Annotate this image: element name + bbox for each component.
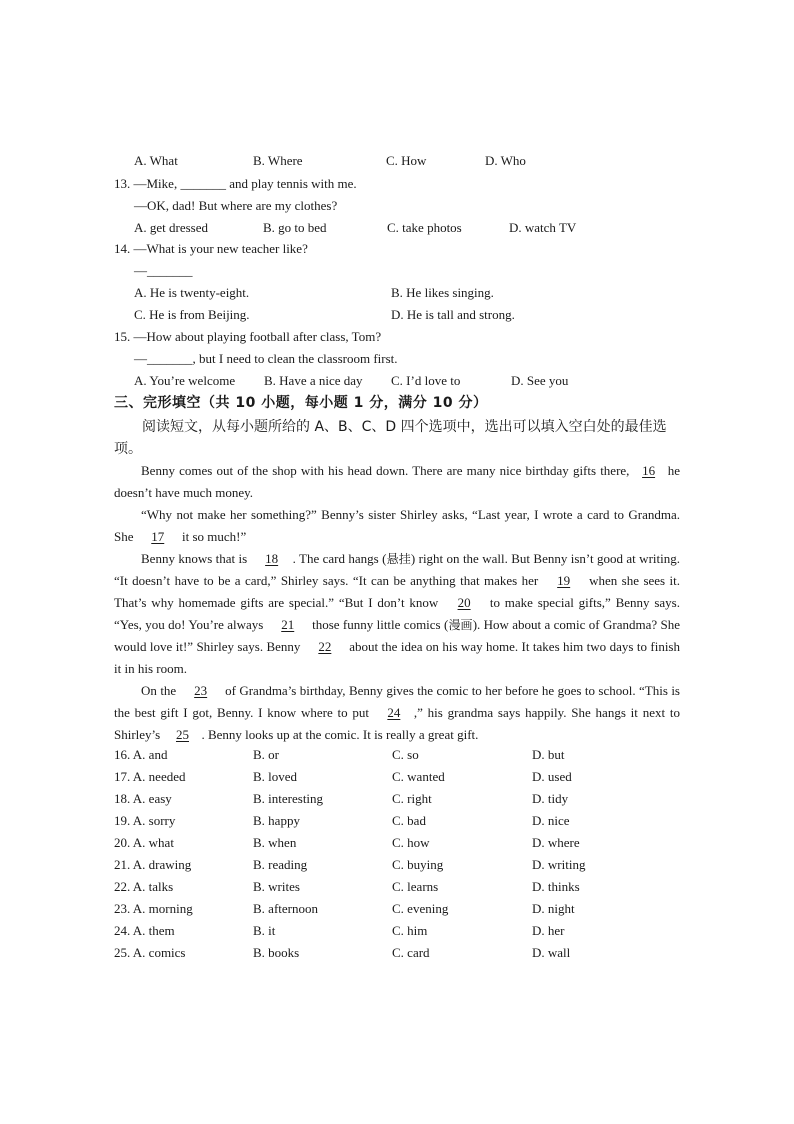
q13-option-b: B. go to bed xyxy=(263,220,327,235)
cloze-24-option-b: B. it xyxy=(253,923,276,938)
section-instruction xyxy=(114,416,680,460)
blank-21: 21 xyxy=(281,617,295,632)
q12-option-b: B. Where xyxy=(253,153,303,168)
cloze-19-option-a: 19. A. sorry xyxy=(114,813,176,828)
cloze-21-option-d: D. writing xyxy=(532,857,586,872)
cloze-23-option-b: B. afternoon xyxy=(253,901,318,916)
cloze-21-option-a: 21. A. drawing xyxy=(114,857,192,872)
cloze-20-option-a: 20. A. what xyxy=(114,835,174,850)
q14-stem: 14. —What is your new teacher like? xyxy=(114,241,308,256)
q14-option-b: B. He likes singing. xyxy=(391,285,494,300)
cloze-21-option-b: B. reading xyxy=(253,857,308,872)
cloze-16-option-d: D. but xyxy=(532,747,565,762)
cloze-25-option-d: D. wall xyxy=(532,945,571,960)
cloze-18-option-a: 18. A. easy xyxy=(114,791,172,806)
passage-paragraph-4: On the 23 of Grandma’s birthday, Benny gives the comic to her before he goes to school. “This is the best gift I got, Benny. I know where to put 24 ,” his grandma says happily. She hangs it next to Shirley’s 25 . Benny looks up at the comic. It is really a great gift. xyxy=(114,680,680,746)
blank-18: 18 xyxy=(265,551,279,566)
blank-22: 22 xyxy=(318,639,332,654)
passage-paragraph-2: “Why not make her something?” Benny’s sister Shirley asks, “Last year, I wrote a card to Grandma. She 17 it so much!” xyxy=(114,504,680,548)
passage-paragraph-3: Benny knows that is 18 . The card hangs (悬挂) right on the wall. But Benny isn’t good at writing. “It doesn’t have to be a card,” Shirley says. “It can be anything that makes her 19 when she sees it. That’s why homemade gifts are special.” “But I don’t know 20 to make special gifts,” Benny says. “Yes, you do! You’re always 21 those funny little comics (漫画). How about a comic of Grandma? She would love it!” Shirley says. Benny 22 about the idea on his way home. It takes him two days to finish it in his room. xyxy=(114,548,680,680)
cloze-23-option-c: C. evening xyxy=(392,901,449,916)
cloze-25-option-c: C. card xyxy=(392,945,430,960)
cloze-17-option-c: C. wanted xyxy=(392,769,445,784)
cloze-24-option-a: 24. A. them xyxy=(114,923,175,938)
chinese-gloss-hang: 悬挂 xyxy=(386,552,411,566)
cloze-18-option-b: B. interesting xyxy=(253,791,324,806)
cloze-18-option-d: D. tidy xyxy=(532,791,569,806)
cloze-19-option-c: C. bad xyxy=(392,813,426,828)
q13-option-c: C. take photos xyxy=(387,220,462,235)
q13-stem: 13. —Mike, _______ and play tennis with me. xyxy=(114,176,357,191)
cloze-17-option-a: 17. A. needed xyxy=(114,769,186,784)
cloze-24-option-c: C. him xyxy=(392,923,428,938)
cloze-17-option-d: D. used xyxy=(532,769,572,784)
q15-stem: 15. —How about playing football after class, Tom? xyxy=(114,329,382,344)
q14-option-a: A. He is twenty-eight. xyxy=(134,285,250,300)
q15-option-d: D. See you xyxy=(511,373,569,388)
cloze-18-option-c: C. right xyxy=(392,791,432,806)
instruction-text: 阅读短文，从每小题所给的 A、B、C、D 四个选项中，选出可以填入空白处的最佳选项。 xyxy=(114,419,667,457)
cloze-21-option-c: C. buying xyxy=(392,857,444,872)
cloze-16-option-a: 16. A. and xyxy=(114,747,168,762)
q14-reply: —_______ xyxy=(134,263,193,278)
blank-24: 24 xyxy=(387,705,401,720)
q15-option-a: A. You’re welcome xyxy=(134,373,236,388)
blank-25: 25 xyxy=(175,727,189,742)
passage-paragraph-1: Benny comes out of the shop with his head down. There are many nice birthday gifts there, 16 he doesn’t have much money. xyxy=(114,460,680,504)
chinese-gloss-comics: 漫画 xyxy=(448,618,473,632)
cloze-22-option-d: D. thinks xyxy=(532,879,580,894)
q14-option-d: D. He is tall and strong. xyxy=(391,307,515,322)
blank-17: 17 xyxy=(151,529,165,544)
cloze-25-option-a: 25. A. comics xyxy=(114,945,186,960)
q13-option-d: D. watch TV xyxy=(509,220,577,235)
q15-reply: —_______, but I need to clean the classroom first. xyxy=(134,351,398,366)
q15-option-b: B. Have a nice day xyxy=(264,373,363,388)
blank-23: 23 xyxy=(194,683,208,698)
cloze-16-option-b: B. or xyxy=(253,747,279,762)
cloze-17-option-b: B. loved xyxy=(253,769,298,784)
cloze-23-option-d: D. night xyxy=(532,901,575,916)
q12-option-d: D. Who xyxy=(485,153,526,168)
blank-19: 19 xyxy=(557,573,571,588)
cloze-22-option-c: C. learns xyxy=(392,879,439,894)
cloze-22-option-a: 22. A. talks xyxy=(114,879,174,894)
blank-20: 20 xyxy=(457,595,471,610)
cloze-22-option-b: B. writes xyxy=(253,879,300,894)
cloze-24-option-d: D. her xyxy=(532,923,565,938)
cloze-19-option-d: D. nice xyxy=(532,813,570,828)
q12-option-c: C. How xyxy=(386,153,427,168)
cloze-20-option-c: C. how xyxy=(392,835,430,850)
q13-option-a: A. get dressed xyxy=(134,220,209,235)
q15-option-c: C. I’d love to xyxy=(391,373,461,388)
cloze-25-option-b: B. books xyxy=(253,945,300,960)
cloze-20-option-d: D. where xyxy=(532,835,580,850)
q12-option-a: A. What xyxy=(134,153,178,168)
q13-reply: —OK, dad! But where are my clothes? xyxy=(134,198,338,213)
cloze-20-option-b: B. when xyxy=(253,835,297,850)
cloze-16-option-c: C. so xyxy=(392,747,419,762)
q14-option-c: C. He is from Beijing. xyxy=(134,307,250,322)
cloze-23-option-a: 23. A. morning xyxy=(114,901,193,916)
cloze-19-option-b: B. happy xyxy=(253,813,300,828)
blank-16: 16 xyxy=(642,463,656,478)
section-heading: 三、完形填空（共 10 小题，每小题 1 分，满分 10 分） xyxy=(114,395,488,411)
